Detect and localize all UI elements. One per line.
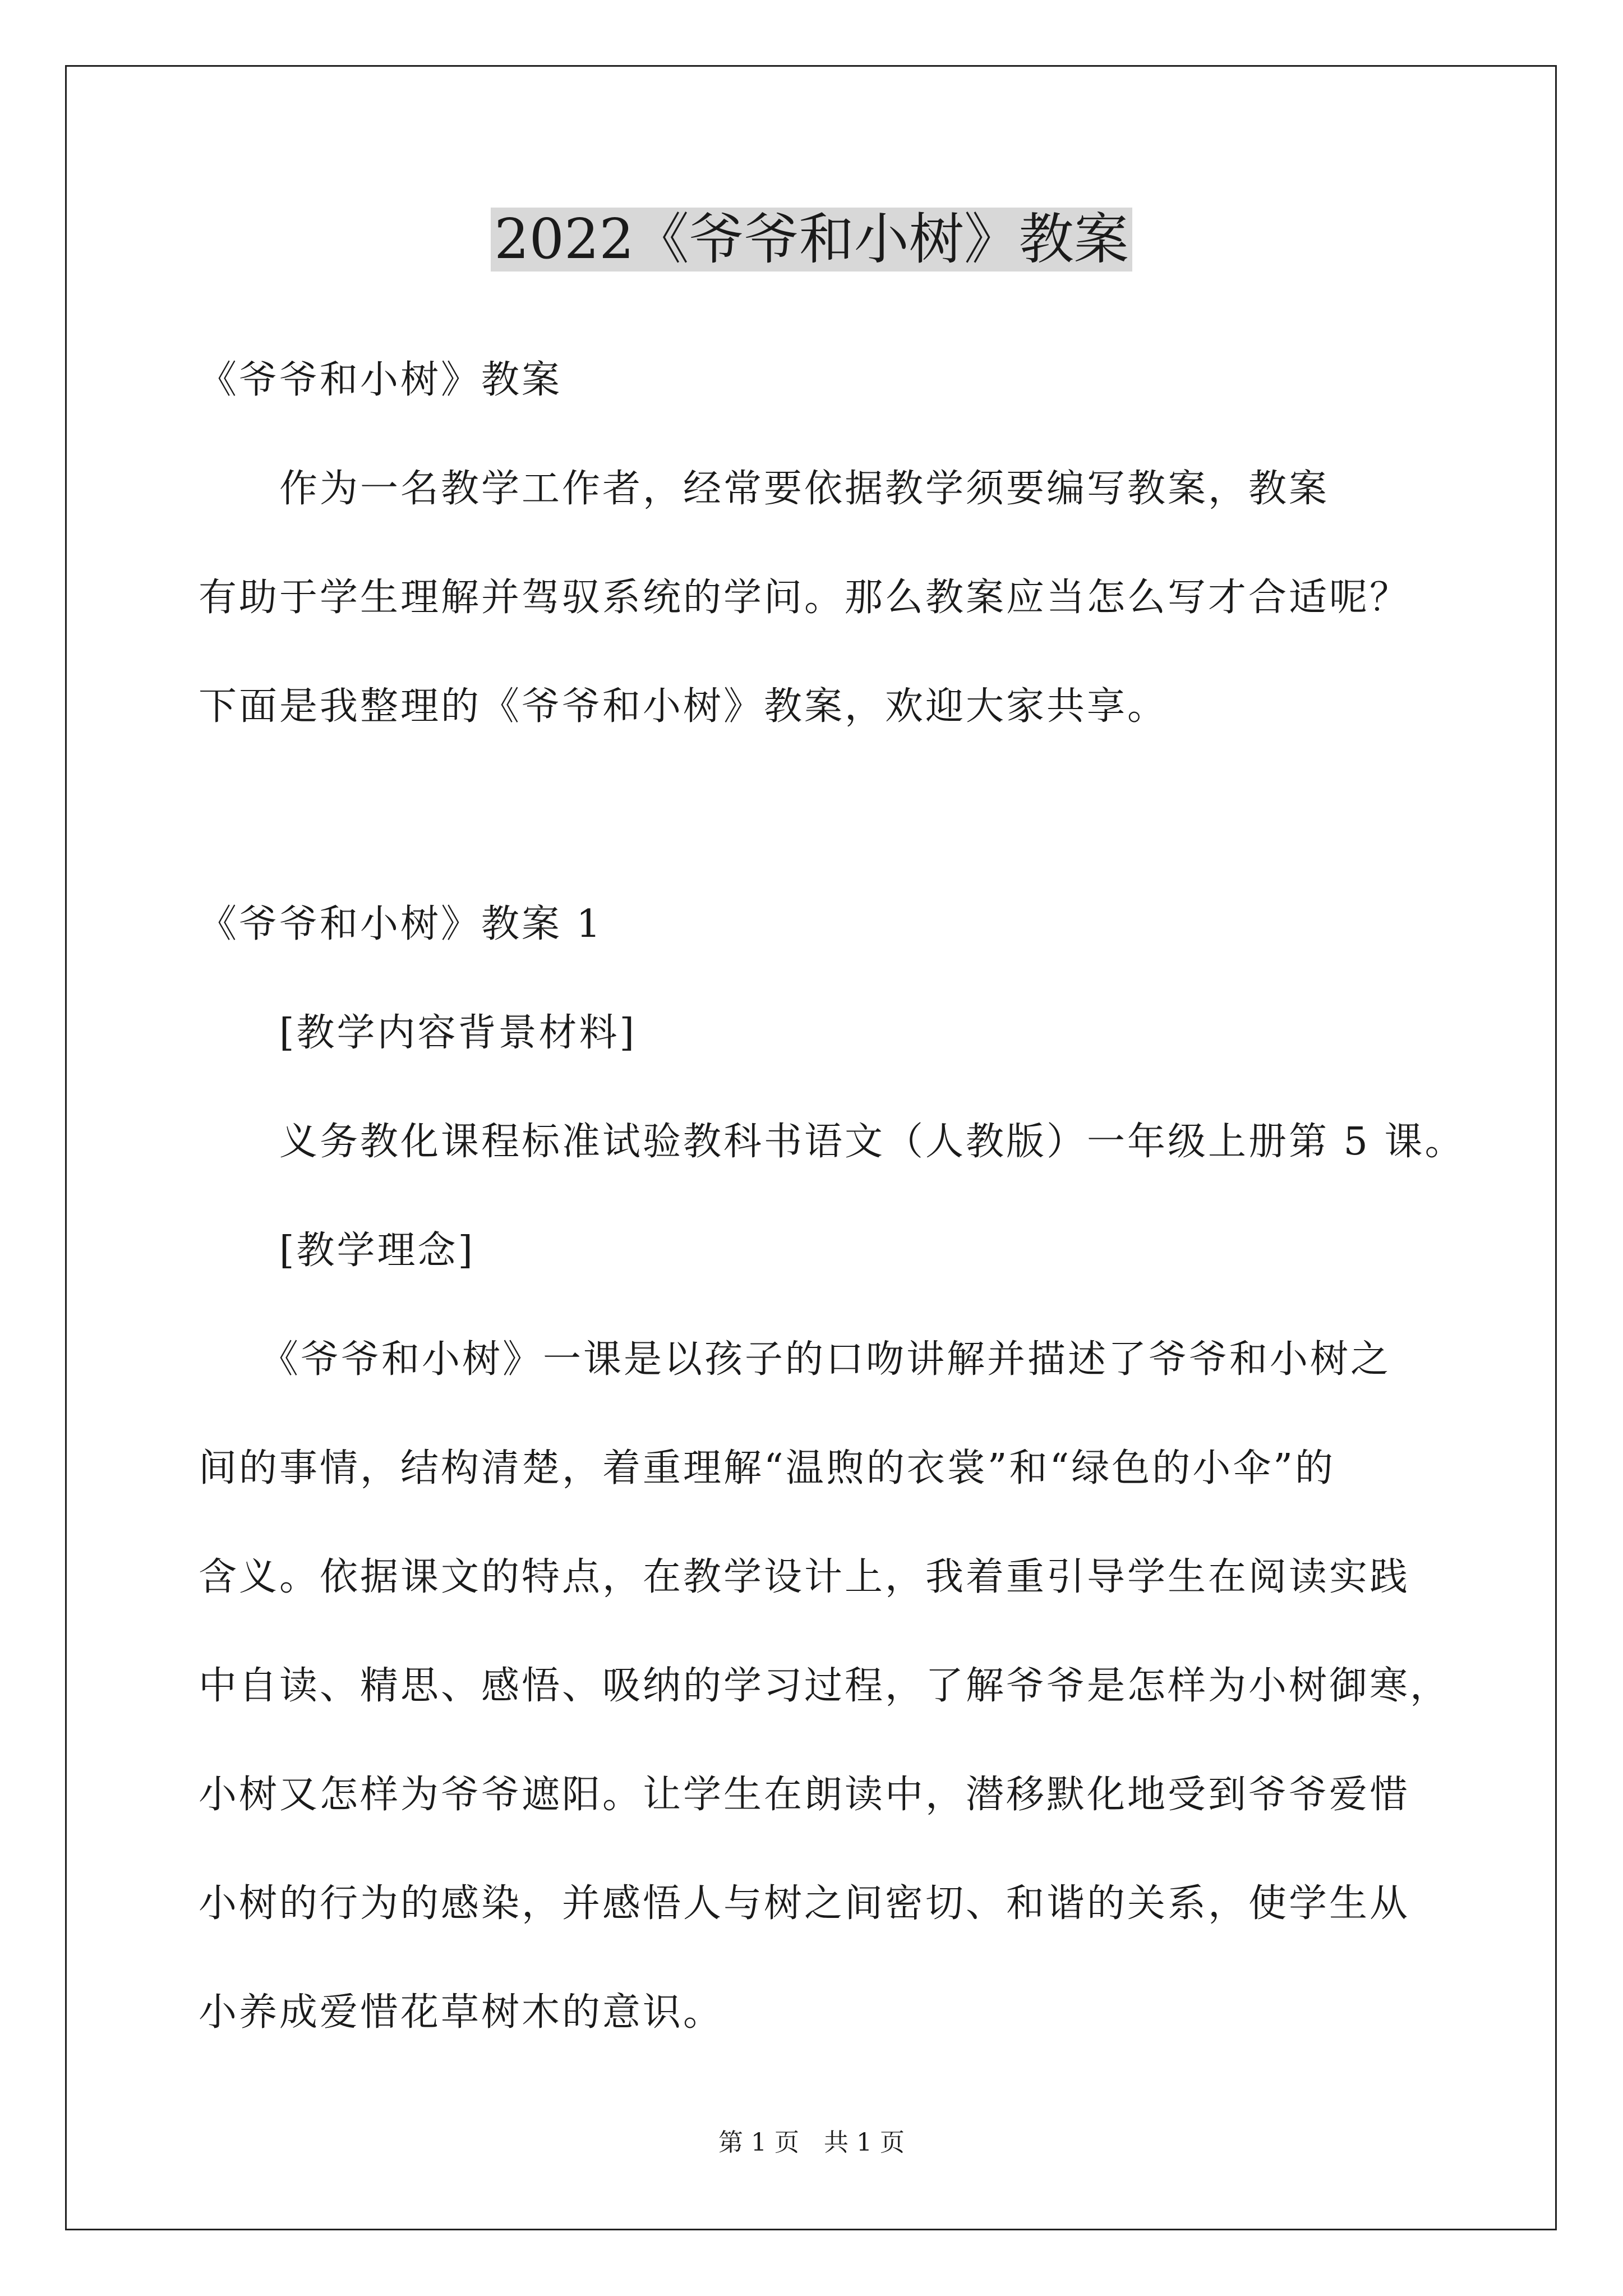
paragraph-line: 《爷爷和小树》一课是以孩子的口吻讲解并描述了爷爷和小树之 xyxy=(199,1337,1391,1382)
paragraph-line: 间的事情，结构清楚，着重理解“温煦的衣裳”和“绿色的小伞”的 xyxy=(199,1446,1336,1490)
paragraph-line: 含义。依据课文的特点，在教学设计上，我着重引导学生在阅读实践 xyxy=(199,1555,1410,1599)
paragraph-line: 有助于学生理解并驾驭系统的学问。那么教案应当怎么写才合适呢？ xyxy=(199,576,1410,620)
document-title xyxy=(0,203,1623,276)
paragraph-line: 下面是我整理的《爷爷和小树》教案，欢迎大家共享。 xyxy=(199,684,1168,729)
paragraph-line: [教学内容背景材料] xyxy=(199,1011,637,1055)
paragraph-line: 作为一名教学工作者，经常要依据教学须要编写教案，教案 xyxy=(199,467,1330,511)
subtitle-line: 《爷爷和小树》教案 xyxy=(199,358,562,402)
paragraph-line: 小树又怎样为爷爷遮阳。让学生在朗读中，潜移默化地受到爷爷爱惜 xyxy=(199,1773,1410,1817)
document-title-text: 2022《爷爷和小树》教案 xyxy=(491,208,1132,272)
paragraph-line: 小养成爱惜花草树木的意识。 xyxy=(199,1990,724,2035)
paragraph-line: [教学理念] xyxy=(199,1228,476,1273)
paragraph-line: 小树的行为的感染，并感悟人与树之间密切、和谐的关系，使学生从 xyxy=(199,1881,1410,1926)
paragraph-line: 中自读、精思、感悟、吸纳的学习过程，了解爷爷是怎样为小树御寒， xyxy=(199,1664,1451,1708)
paragraph-line: 义务教化课程标准试验教科书语文（人教版）一年级上册第 5 课。 xyxy=(199,1120,1465,1164)
page-footer: 第 1 页 共 1 页 xyxy=(718,2128,905,2157)
section-heading: 《爷爷和小树》教案 1 xyxy=(199,902,603,946)
